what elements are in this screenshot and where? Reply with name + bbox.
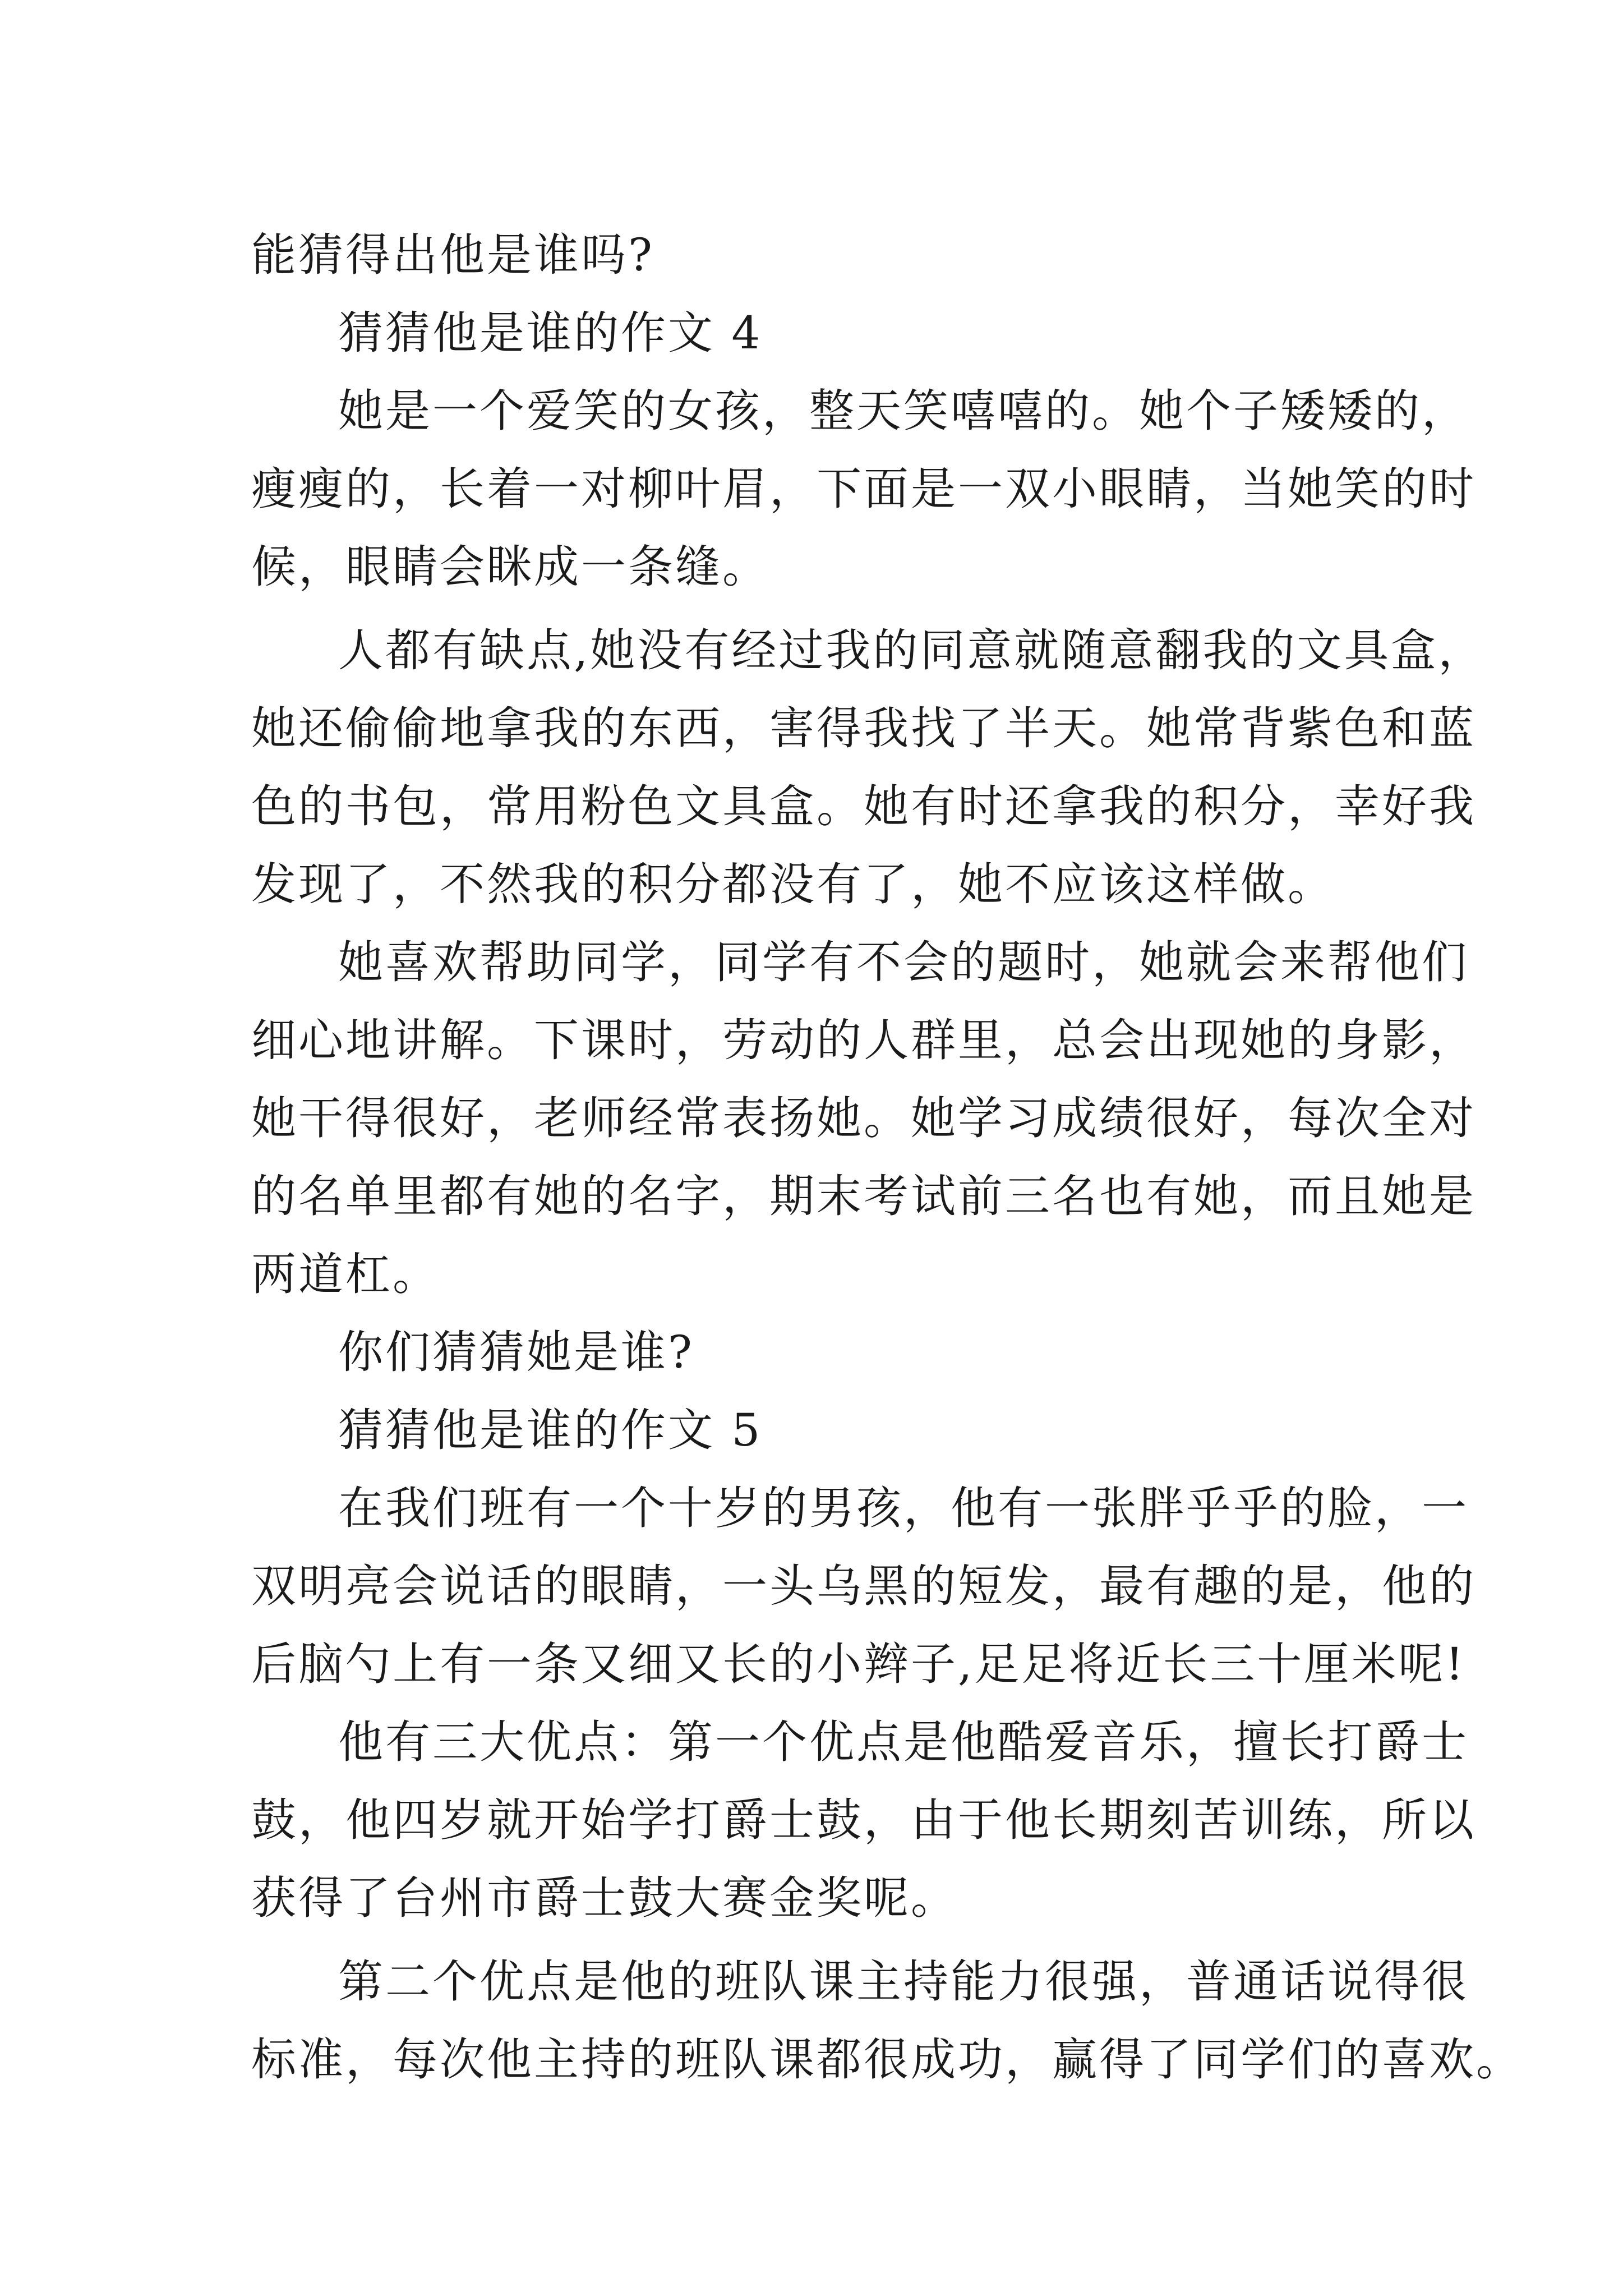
text-line: 她还偷偷地拿我的东西，害得我找了半天。她常背紫色和蓝 <box>251 702 1476 754</box>
text-line: 能猜得出他是谁吗? <box>251 229 654 281</box>
text-line: 的名单里都有她的名字，期末考试前三名也有她，而且她是 <box>251 1170 1476 1222</box>
document-body <box>251 216 1523 2099</box>
text-line: 标准，每次他主持的班队课都很成功，赢得了同学们的喜欢。 <box>251 2033 1523 2086</box>
text-line: 后脑勺上有一条又细又长的小辫子,足足将近长三十厘米呢! <box>251 1638 1466 1690</box>
text-line: 人都有缺点,她没有经过我的同意就随意翻我的文具盒， <box>338 624 1486 677</box>
text-line: 鼓，他四岁就开始学打爵士鼓，由于他长期刻苦训练，所以 <box>251 1794 1476 1846</box>
text-line: 细心地讲解。下课时，劳动的人群里，总会出现她的身影， <box>251 1014 1476 1066</box>
section-heading: 猜猜他是谁的作文 5 <box>338 1404 763 1456</box>
text-line: 获得了台州市爵士鼓大赛金奖呢。 <box>251 1872 958 1924</box>
text-line: 她喜欢帮助同学，同学有不会的题时，她就会来帮他们 <box>338 936 1469 988</box>
section-heading: 猜猜他是谁的作文 4 <box>338 307 763 359</box>
text-line: 她是一个爱笑的女孩，整天笑嘻嘻的。她个子矮矮的， <box>338 385 1469 437</box>
text-line: 双明亮会说话的眼睛，一头乌黑的短发，最有趣的是，他的 <box>251 1560 1476 1612</box>
text-line: 她干得很好，老师经常表扬她。她学习成绩很好，每次全对 <box>251 1092 1476 1144</box>
text-line: 色的书包，常用粉色文具盒。她有时还拿我的积分，幸好我 <box>251 780 1476 832</box>
text-line: 你们猜猜她是谁? <box>338 1326 694 1378</box>
text-line: 第二个优点是他的班队课主持能力很强，普通话说得很 <box>338 1955 1469 2008</box>
text-line: 候，眼睛会眯成一条缝。 <box>251 541 769 593</box>
text-line: 瘦瘦的，长着一对柳叶眉，下面是一双小眼睛，当她笑的时 <box>251 463 1476 515</box>
text-line: 他有三大优点：第一个优点是他酷爱音乐，擅长打爵士 <box>338 1716 1469 1768</box>
text-line: 在我们班有一个十岁的男孩，他有一张胖乎乎的脸，一 <box>338 1482 1469 1534</box>
text-line: 发现了，不然我的积分都没有了，她不应该这样做。 <box>251 858 1335 910</box>
text-line: 两道杠。 <box>251 1248 440 1300</box>
